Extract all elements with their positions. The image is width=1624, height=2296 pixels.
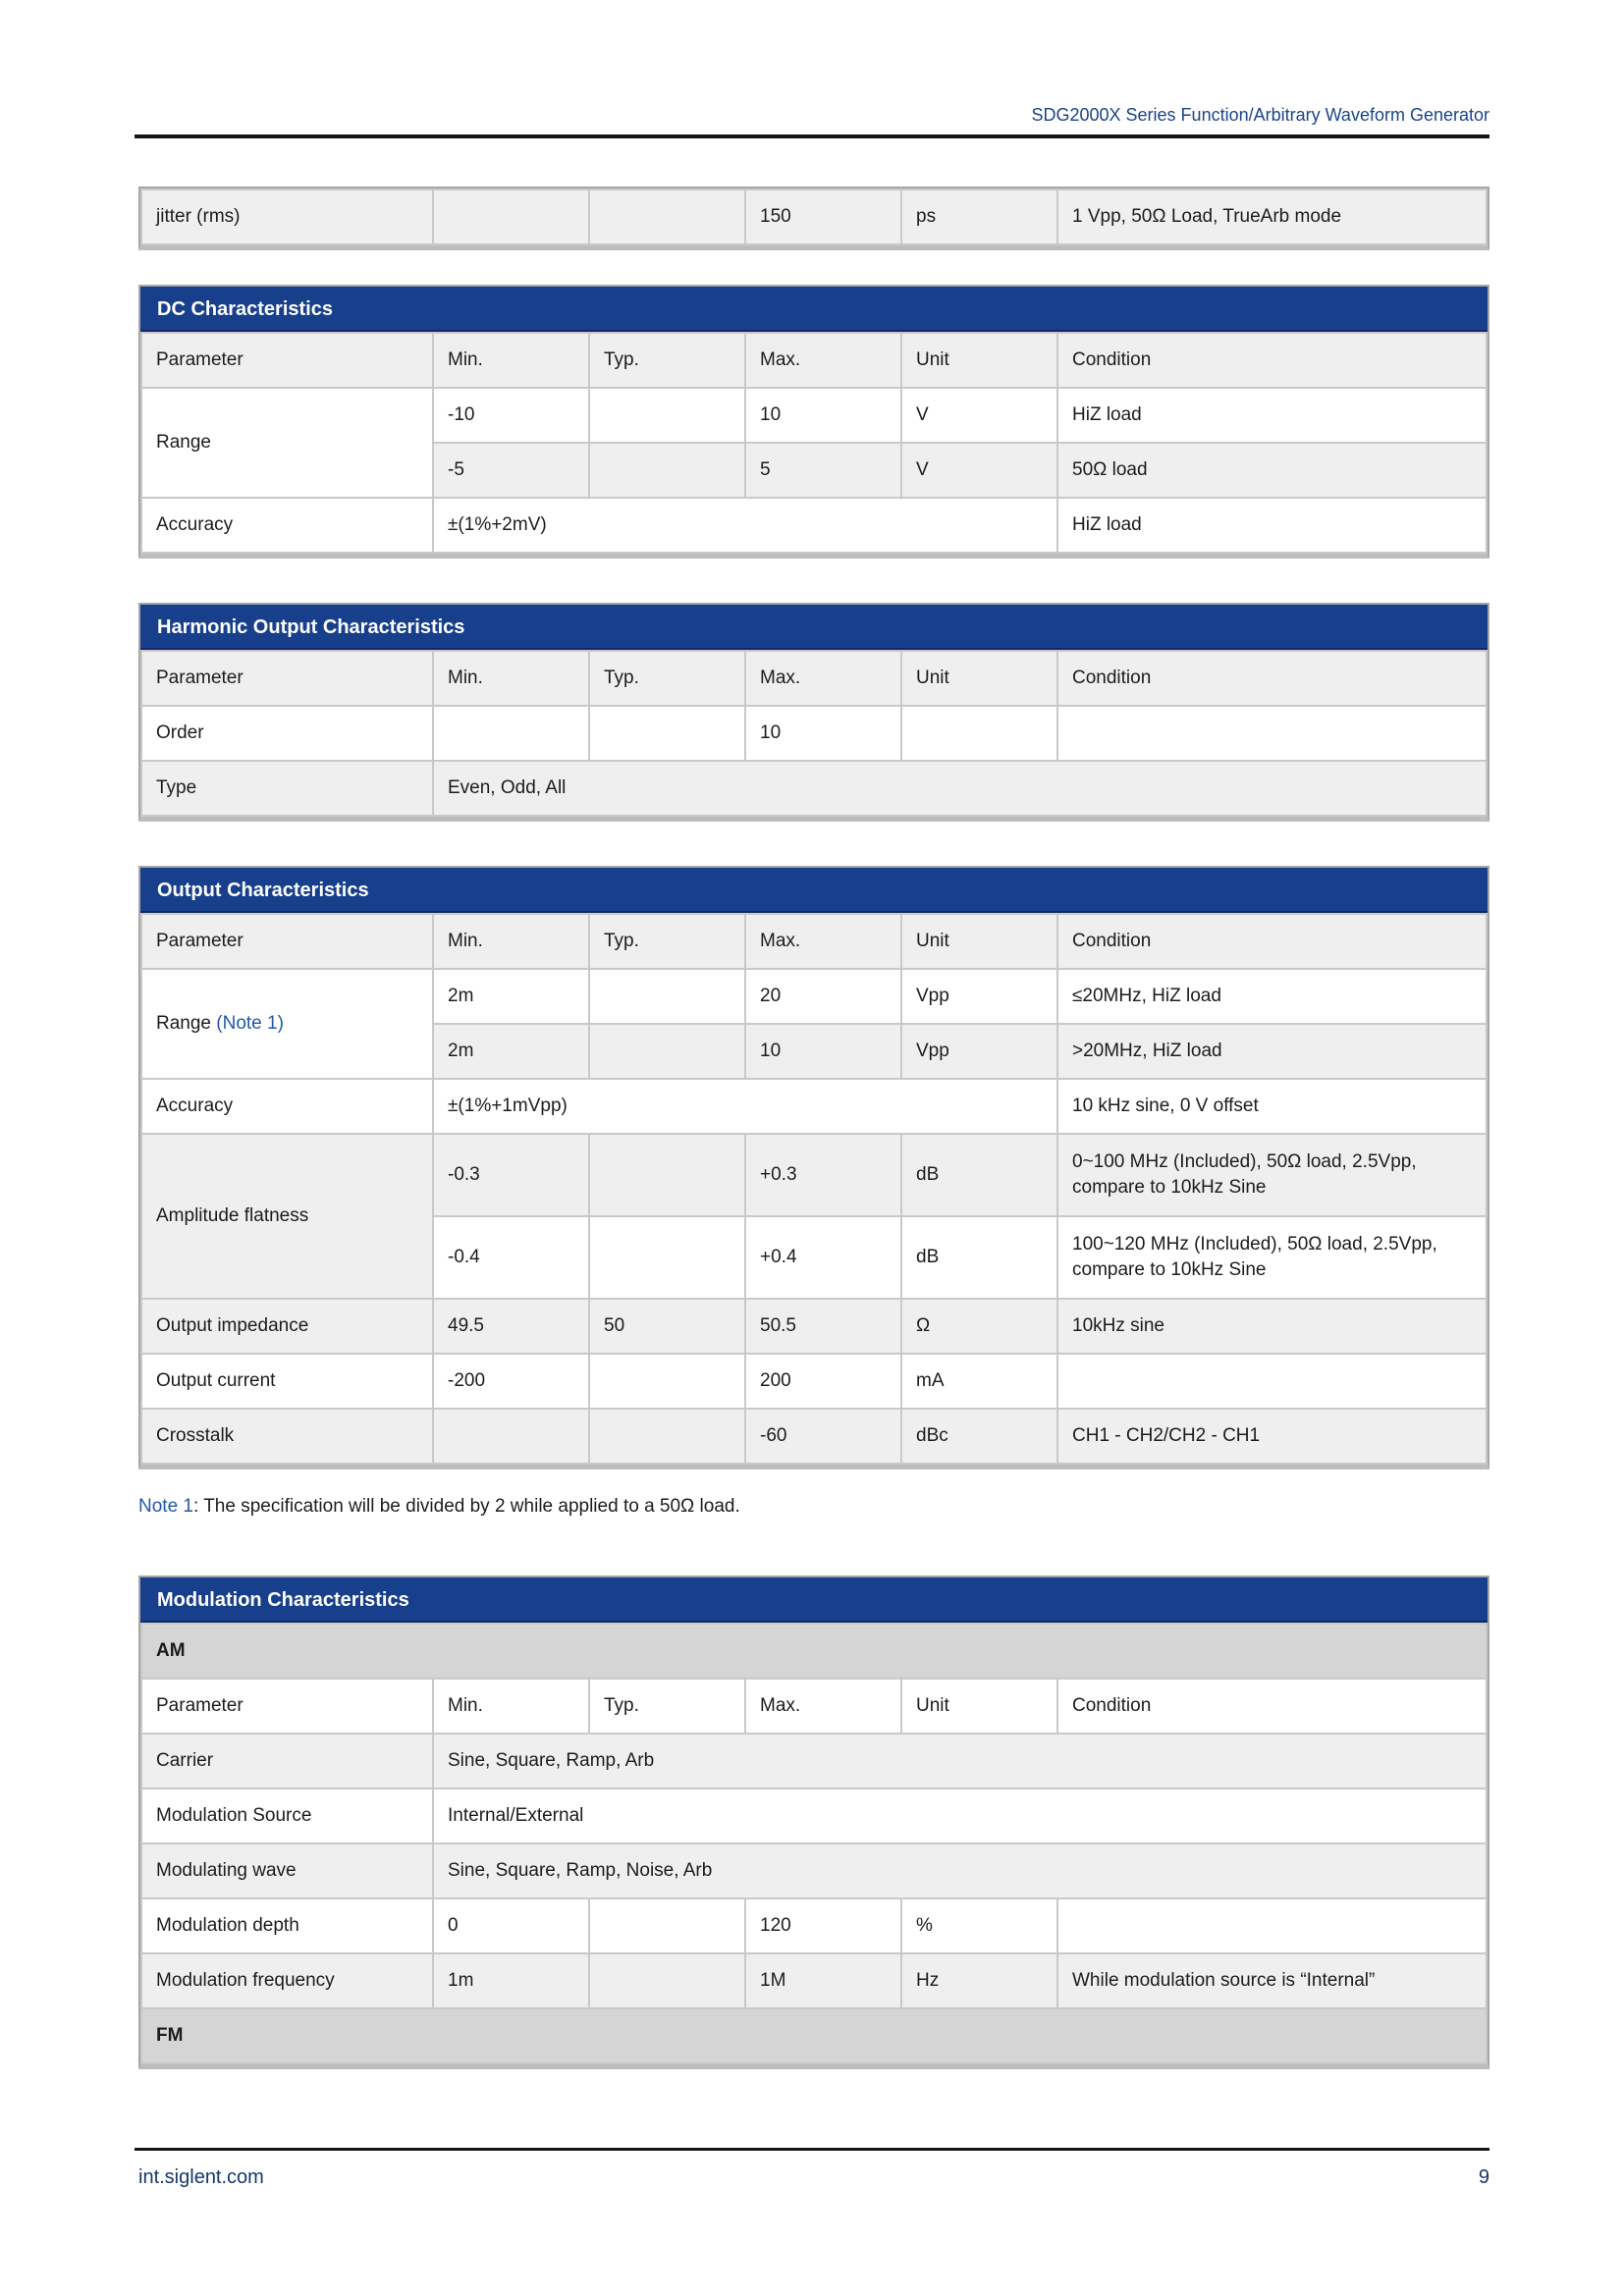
cell-unit: mA — [901, 1354, 1057, 1409]
note1-label-link[interactable]: Note 1 — [138, 1496, 193, 1517]
cell-condition: CH1 - CH2/CH2 - CH1 — [1057, 1409, 1487, 1464]
column-header-row — [141, 333, 1487, 388]
cell-parameter: Crosstalk — [141, 1409, 433, 1464]
col-header-condition: Condition — [1057, 914, 1487, 969]
footer-rule — [135, 2148, 1489, 2151]
cell-min — [433, 706, 589, 761]
cell-typ — [589, 1354, 745, 1409]
cell-condition: 100~120 MHz (Included), 50Ω load, 2.5Vpp, compare to 10kHz Sine — [1057, 1216, 1487, 1299]
subsection-row-fm — [141, 2008, 1487, 2063]
output-characteristics-table — [138, 866, 1489, 1469]
cell-unit: dB — [901, 1216, 1057, 1299]
col-header-parameter: Parameter — [141, 651, 433, 706]
jitter-continuation-table — [138, 187, 1489, 250]
col-header-typ: Typ. — [589, 333, 745, 388]
col-header-condition: Condition — [1057, 333, 1487, 388]
section-title-bar: Harmonic Output Characteristics — [140, 605, 1488, 650]
cell-max: 10 — [745, 1024, 901, 1079]
cell-unit: Vpp — [901, 969, 1057, 1024]
cell-min: -0.3 — [433, 1134, 589, 1216]
cell-unit — [901, 706, 1057, 761]
range-label: Range — [156, 1013, 211, 1034]
cell-value-span: ±(1%+1mVpp) — [433, 1079, 1057, 1134]
col-header-parameter: Parameter — [141, 333, 433, 388]
section-title-bar: DC Characteristics — [140, 287, 1488, 332]
col-header-parameter: Parameter — [141, 914, 433, 969]
cell-condition: 10 kHz sine, 0 V offset — [1057, 1079, 1487, 1134]
cell-unit: V — [901, 443, 1057, 498]
cell-condition: >20MHz, HiZ load — [1057, 1024, 1487, 1079]
footer-site-link[interactable]: int.siglent.com — [138, 2166, 264, 2188]
section-title-bar: Modulation Characteristics — [140, 1577, 1488, 1623]
cell-parameter: Modulation frequency — [141, 1953, 433, 2008]
cell-typ — [589, 443, 745, 498]
cell-value-span: Even, Odd, All — [433, 761, 1487, 816]
cell-unit: dB — [901, 1134, 1057, 1216]
cell-max: 10 — [745, 388, 901, 443]
cell-value-span: Sine, Square, Ramp, Noise, Arb — [433, 1843, 1487, 1898]
table-row — [141, 388, 1487, 443]
cell-typ — [589, 189, 745, 244]
cell-unit: Hz — [901, 1953, 1057, 2008]
cell-min: -0.4 — [433, 1216, 589, 1299]
modulation-characteristics-table — [138, 1575, 1489, 2069]
cell-typ — [589, 388, 745, 443]
col-header-min: Min. — [433, 914, 589, 969]
cell-min: 49.5 — [433, 1299, 589, 1354]
cell-typ — [589, 1898, 745, 1953]
col-header-min: Min. — [433, 651, 589, 706]
footer-page-number: 9 — [1478, 2166, 1489, 2188]
cell-parameter: Carrier — [141, 1734, 433, 1789]
cell-parameter: Output current — [141, 1354, 433, 1409]
col-header-max: Max. — [745, 651, 901, 706]
col-header-unit: Unit — [901, 914, 1057, 969]
column-header-row — [141, 651, 1487, 706]
note1-text — [138, 1495, 1489, 1519]
cell-max: -60 — [745, 1409, 901, 1464]
cell-min: 2m — [433, 1024, 589, 1079]
dc-characteristics-table — [138, 285, 1489, 559]
cell-value-span: ±(1%+2mV) — [433, 498, 1057, 553]
column-header-row — [141, 914, 1487, 969]
cell-min: -5 — [433, 443, 589, 498]
cell-parameter: Range — [141, 388, 433, 498]
cell-unit: Vpp — [901, 1024, 1057, 1079]
cell-min: -10 — [433, 388, 589, 443]
cell-typ: 50 — [589, 1299, 745, 1354]
cell-condition: HiZ load — [1057, 388, 1487, 443]
cell-condition — [1057, 1354, 1487, 1409]
table-row — [141, 1354, 1487, 1409]
cell-typ — [589, 1953, 745, 2008]
cell-typ — [589, 1134, 745, 1216]
cell-typ — [589, 1216, 745, 1299]
cell-parameter: Modulation depth — [141, 1898, 433, 1953]
table-row — [141, 1079, 1487, 1134]
cell-parameter: Accuracy — [141, 1079, 433, 1134]
cell-condition: HiZ load — [1057, 498, 1487, 553]
page-header-title: SDG2000X Series Function/Arbitrary Waveform Generator — [1031, 105, 1489, 125]
col-header-typ: Typ. — [589, 1679, 745, 1734]
cell-typ — [589, 706, 745, 761]
subsection-label: FM — [141, 2008, 1487, 2063]
note1-reference-link[interactable]: (Note 1) — [216, 1013, 284, 1034]
col-header-typ: Typ. — [589, 914, 745, 969]
cell-value-span: Internal/External — [433, 1789, 1487, 1843]
cell-max: +0.4 — [745, 1216, 901, 1299]
col-header-max: Max. — [745, 333, 901, 388]
cell-value-span: Sine, Square, Ramp, Arb — [433, 1734, 1487, 1789]
table-row — [141, 1843, 1487, 1898]
table-row — [141, 969, 1487, 1024]
table-row — [141, 1409, 1487, 1464]
cell-max: 10 — [745, 706, 901, 761]
cell-condition — [1057, 1898, 1487, 1953]
col-header-typ: Typ. — [589, 651, 745, 706]
subsection-row-am — [141, 1624, 1487, 1679]
column-header-row — [141, 1679, 1487, 1734]
col-header-unit: Unit — [901, 651, 1057, 706]
cell-parameter: Output impedance — [141, 1299, 433, 1354]
cell-min: 2m — [433, 969, 589, 1024]
cell-condition — [1057, 706, 1487, 761]
cell-unit: V — [901, 388, 1057, 443]
cell-max: 5 — [745, 443, 901, 498]
cell-max: 50.5 — [745, 1299, 901, 1354]
col-header-parameter: Parameter — [141, 1679, 433, 1734]
col-header-unit: Unit — [901, 333, 1057, 388]
subsection-label: AM — [141, 1624, 1487, 1679]
section-title-bar: Output Characteristics — [140, 868, 1488, 913]
cell-min — [433, 189, 589, 244]
cell-typ — [589, 1024, 745, 1079]
cell-condition: 50Ω load — [1057, 443, 1487, 498]
cell-condition: 0~100 MHz (Included), 50Ω load, 2.5Vpp, compare to 10kHz Sine — [1057, 1134, 1487, 1216]
cell-typ — [589, 1409, 745, 1464]
cell-condition: 10kHz sine — [1057, 1299, 1487, 1354]
cell-parameter: Amplitude flatness — [141, 1134, 433, 1299]
cell-unit: % — [901, 1898, 1057, 1953]
harmonic-output-characteristics-table — [138, 603, 1489, 822]
cell-parameter: Order — [141, 706, 433, 761]
col-header-max: Max. — [745, 1679, 901, 1734]
cell-parameter: Accuracy — [141, 498, 433, 553]
cell-min — [433, 1409, 589, 1464]
cell-max: +0.3 — [745, 1134, 901, 1216]
table-row — [141, 189, 1487, 244]
cell-max: 20 — [745, 969, 901, 1024]
col-header-unit: Unit — [901, 1679, 1057, 1734]
cell-unit: Ω — [901, 1299, 1057, 1354]
table-row — [141, 706, 1487, 761]
note1-body: : The specification will be divided by 2 while applied to a 50Ω load. — [192, 1496, 740, 1517]
page-content — [138, 0, 1489, 2069]
cell-max: 120 — [745, 1898, 901, 1953]
col-header-max: Max. — [745, 914, 901, 969]
cell-parameter — [141, 969, 433, 1079]
table-row — [141, 1898, 1487, 1953]
cell-condition: 1 Vpp, 50Ω Load, TrueArb mode — [1057, 189, 1487, 244]
cell-typ — [589, 969, 745, 1024]
cell-unit: ps — [901, 189, 1057, 244]
cell-max: 1M — [745, 1953, 901, 2008]
table-row — [141, 1299, 1487, 1354]
col-header-min: Min. — [433, 333, 589, 388]
cell-min: 0 — [433, 1898, 589, 1953]
cell-condition: While modulation source is “Internal” — [1057, 1953, 1487, 2008]
cell-parameter: Modulation Source — [141, 1789, 433, 1843]
cell-max: 150 — [745, 189, 901, 244]
cell-max: 200 — [745, 1354, 901, 1409]
table-row — [141, 1734, 1487, 1789]
col-header-min: Min. — [433, 1679, 589, 1734]
cell-condition: ≤20MHz, HiZ load — [1057, 969, 1487, 1024]
cell-min: 1m — [433, 1953, 589, 2008]
cell-parameter: Type — [141, 761, 433, 816]
cell-parameter: jitter (rms) — [141, 189, 433, 244]
cell-min: -200 — [433, 1354, 589, 1409]
cell-parameter: Modulating wave — [141, 1843, 433, 1898]
col-header-condition: Condition — [1057, 1679, 1487, 1734]
table-row — [141, 761, 1487, 816]
table-row — [141, 498, 1487, 553]
cell-unit: dBc — [901, 1409, 1057, 1464]
table-row — [141, 1134, 1487, 1216]
col-header-condition: Condition — [1057, 651, 1487, 706]
table-row — [141, 1953, 1487, 2008]
table-row — [141, 1789, 1487, 1843]
